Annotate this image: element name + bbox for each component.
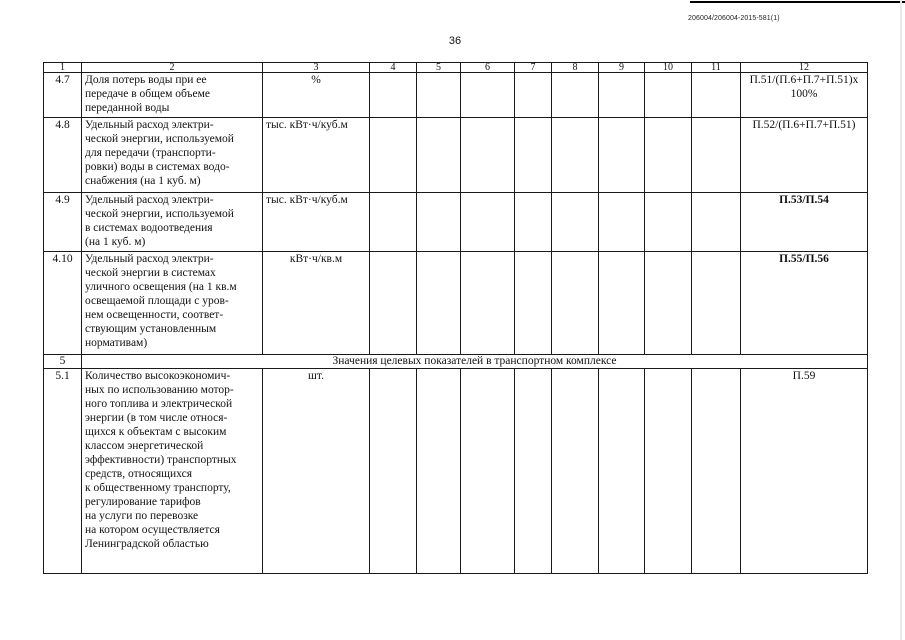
name-line: к общественному транспорту, [85, 482, 231, 494]
value-cell [461, 369, 515, 574]
value-cell [515, 118, 552, 193]
value-cell [692, 252, 741, 355]
col-header: 2 [82, 63, 263, 73]
name-line: на услуги по перевозке [85, 510, 199, 522]
col-header: 9 [599, 63, 645, 73]
scan-right-edge [900, 0, 902, 640]
value-cell [692, 193, 741, 252]
column-number-row [44, 63, 868, 73]
formula-cell [741, 193, 868, 252]
name-line: ровки) воды в системах водо- [85, 161, 230, 173]
section-title: Значения целевых показателей в транспортном комплексе [82, 355, 868, 369]
col-header: 5 [417, 63, 461, 73]
table-row [44, 369, 868, 574]
col-header: 1 [44, 63, 82, 73]
row-number: 5.1 [44, 369, 82, 574]
value-cell [599, 369, 645, 574]
page-number: 36 [448, 35, 462, 47]
name-line: (на 1 куб. м) [85, 236, 146, 248]
table-row [44, 193, 868, 252]
row-number: 4.7 [44, 73, 82, 118]
row-number: 4.8 [44, 118, 82, 193]
name-line: эффективности) транспортных [85, 454, 237, 466]
name-line: средств, относящихся [85, 468, 192, 480]
col-header: 12 [741, 63, 868, 73]
col-header: 6 [461, 63, 515, 73]
value-cell [552, 193, 599, 252]
value-cell [515, 73, 552, 118]
unit-cell: кВт·ч/кв.м [263, 252, 370, 355]
name-line: нем освещенности, соответ- [85, 309, 224, 321]
indicator-name [82, 73, 263, 118]
value-cell [370, 193, 417, 252]
name-line: Доля потерь воды при ее [85, 74, 207, 86]
value-cell [645, 193, 692, 252]
value-cell [552, 252, 599, 355]
col-header: 11 [692, 63, 741, 73]
value-cell [552, 369, 599, 574]
row-number: 4.10 [44, 252, 82, 355]
col-header: 8 [552, 63, 599, 73]
name-line: на котором осуществляется [85, 524, 220, 536]
indicator-name [82, 252, 263, 355]
value-cell [515, 369, 552, 574]
value-cell [417, 118, 461, 193]
indicator-name [82, 369, 263, 574]
name-line: Удельный расход электри- [85, 194, 214, 206]
formula-line: П.51/(П.6+П.7+П.51)х [749, 74, 859, 86]
formula-line: П.55/П.56 [779, 253, 829, 265]
value-cell [515, 193, 552, 252]
name-line: ных по использованию мотор- [85, 384, 234, 396]
value-cell [692, 369, 741, 574]
name-line: уличного освещения (на 1 кв.м [85, 281, 237, 293]
name-line: освещаемой площади с уров- [85, 295, 229, 307]
col-header: 4 [370, 63, 417, 73]
name-line: передаче в общем объеме [85, 88, 210, 100]
table-row [44, 73, 868, 118]
name-line: Ленинградской областью [85, 538, 209, 550]
formula-line: П.53/П.54 [779, 194, 829, 206]
table-row [44, 118, 868, 193]
unit-cell: тыс. кВт·ч/куб.м [263, 193, 370, 252]
value-cell [515, 252, 552, 355]
value-cell [645, 369, 692, 574]
unit-cell: % [263, 73, 370, 118]
name-line: в системах водоотведения [85, 222, 213, 234]
value-cell [645, 252, 692, 355]
name-line: ческой энергии, используемой [85, 133, 234, 145]
col-header: 3 [263, 63, 370, 73]
name-line: Удельный расход электри- [85, 119, 214, 131]
formula-line: П.59 [792, 370, 816, 382]
name-line: для передачи (транспорти- [85, 147, 216, 159]
value-cell [461, 193, 515, 252]
name-line: регулирование тарифов [85, 496, 201, 508]
formula-line: П.52/(П.6+П.7+П.51) [752, 119, 856, 131]
value-cell [370, 118, 417, 193]
formula-cell [741, 73, 868, 118]
name-line: снабжения (на 1 куб. м) [85, 175, 201, 187]
name-line: Количество высокоэкономич- [85, 370, 231, 382]
name-line: энергии (в том числе относя- [85, 412, 228, 424]
scan-edge-rule [690, 1, 905, 3]
value-cell [599, 118, 645, 193]
name-line: ческой энергии в системах [85, 267, 216, 279]
name-line: щихся к объектам с высоким [85, 426, 227, 438]
value-cell [552, 73, 599, 118]
row-number: 4.9 [44, 193, 82, 252]
value-cell [370, 252, 417, 355]
formula-cell [741, 369, 868, 574]
col-header: 7 [515, 63, 552, 73]
name-line: переданной воды [85, 102, 170, 114]
value-cell [692, 118, 741, 193]
value-cell [645, 73, 692, 118]
section-number: 5 [44, 355, 82, 369]
value-cell [370, 369, 417, 574]
value-cell [599, 252, 645, 355]
table-row [44, 252, 868, 355]
indicator-name [82, 193, 263, 252]
indicator-name [82, 118, 263, 193]
value-cell [692, 73, 741, 118]
unit-cell: тыс. кВт·ч/куб.м [263, 118, 370, 193]
formula-cell [741, 252, 868, 355]
formula-cell [741, 118, 868, 193]
unit-cell: шт. [263, 369, 370, 574]
value-cell [417, 73, 461, 118]
formula-line: 100% [790, 88, 818, 100]
value-cell [417, 252, 461, 355]
name-line: Удельный расход электри- [85, 253, 214, 265]
indicators-table [43, 62, 868, 574]
name-line: ного топлива и электрической [85, 398, 233, 410]
value-cell [599, 73, 645, 118]
name-line: ствующим установленным [85, 323, 217, 335]
value-cell [417, 193, 461, 252]
document-id: 206004/206004-2015-581(1) [688, 15, 780, 22]
value-cell [552, 118, 599, 193]
value-cell [645, 118, 692, 193]
value-cell [461, 73, 515, 118]
value-cell [461, 252, 515, 355]
name-line: нормативам) [85, 337, 148, 349]
name-line: ческой энергии, используемой [85, 208, 234, 220]
name-line: классом энергетической [85, 440, 204, 452]
value-cell [599, 193, 645, 252]
col-header: 10 [645, 63, 692, 73]
section-header-row [44, 355, 868, 369]
value-cell [417, 369, 461, 574]
value-cell [461, 118, 515, 193]
value-cell [370, 73, 417, 118]
